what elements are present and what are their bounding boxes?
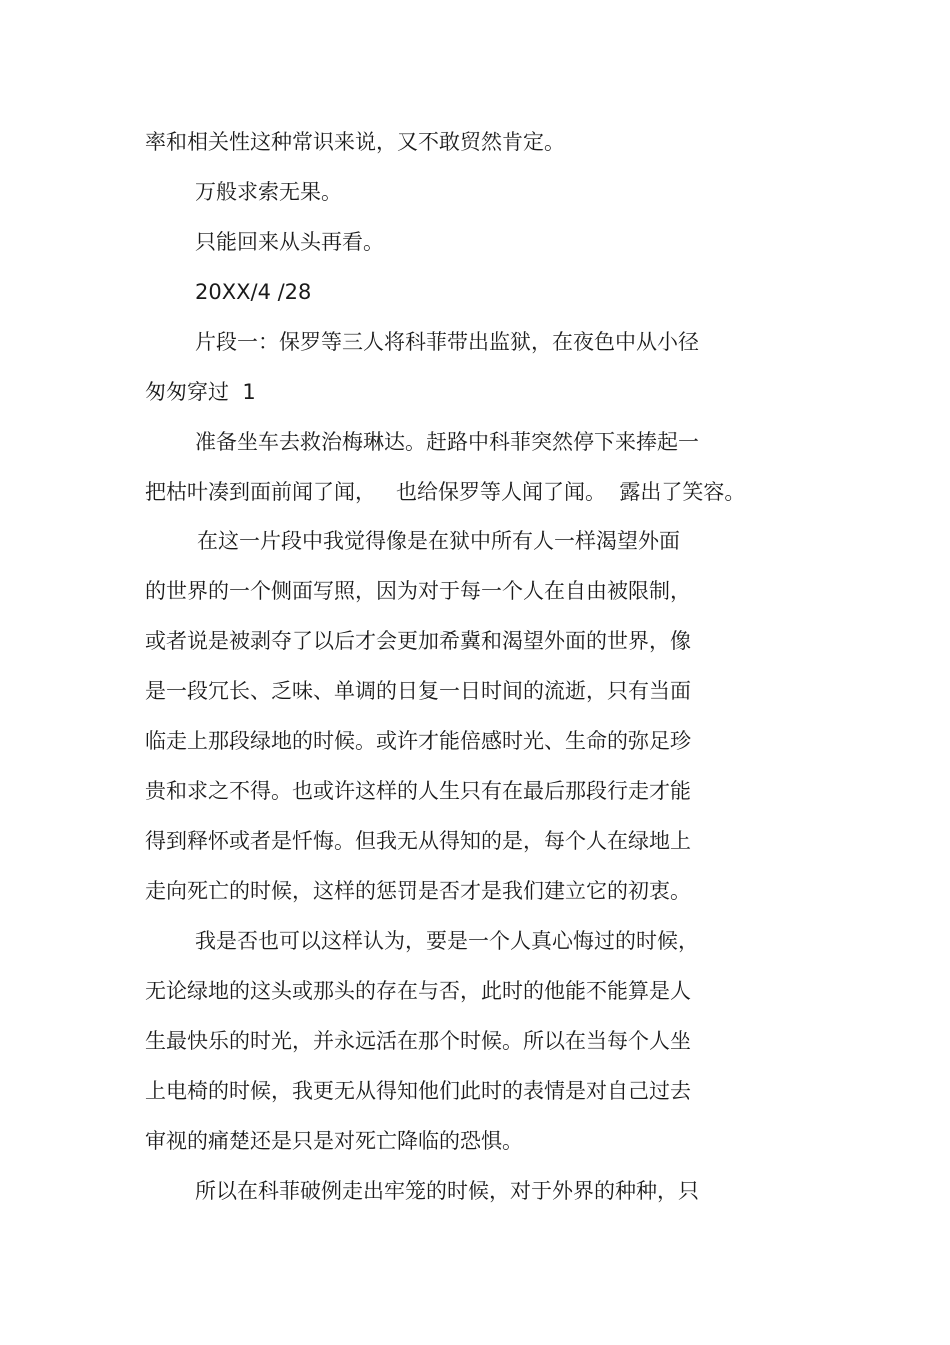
text-line-11: 或者说是被剥夺了以后才会更加希冀和渴望外面的世界，像: [145, 629, 691, 653]
text-line-9: 在这一片段中我觉得像是在狱中所有人一样渴望外面: [197, 529, 680, 553]
text-line-7: 准备坐车去救治梅琳达。赶路中科菲突然停下来捧起一: [195, 430, 699, 454]
text-line-15: 得到释怀或者是忏悔。但我无从得知的是，每个人在绿地上: [145, 829, 691, 853]
text-line-20: 上电椅的时候，我更无从得知他们此时的表情是对自己过去: [145, 1079, 691, 1103]
text-line-21: 审视的痛楚还是只是对死亡降临的恐惧。: [145, 1129, 523, 1153]
text-line-6: 匆匆穿过 1: [145, 380, 256, 404]
text-line-18: 无论绿地的这头或那头的存在与否，此时的他能不能算是人: [145, 979, 691, 1003]
text-line-date: 20XX/4 /28: [195, 280, 312, 304]
text-line-2: 万般求索无果。: [195, 180, 342, 204]
text-line-10: 的世界的一个侧面写照，因为对于每一个人在自由被限制，: [145, 579, 691, 603]
text-line-13: 临走上那段绿地的时候。或许才能倍感时光、生命的弥足珍: [145, 729, 691, 753]
text-line-22: 所以在科菲破例走出牢笼的时候，对于外界的种种，只: [195, 1179, 699, 1203]
text-line-5: 片段一：保罗等三人将科菲带出监狱，在夜色中从小径: [195, 330, 699, 354]
text-line-12: 是一段冗长、乏味、单调的日复一日时间的流逝，只有当面: [145, 679, 691, 703]
text-line-8: 把枯叶凑到面前闻了闻， 也给保罗等人闻了闻。 露出了笑容。: [145, 480, 746, 504]
text-line-19: 生最快乐的时光，并永远活在那个时候。所以在当每个人坐: [145, 1029, 691, 1053]
text-line-17: 我是否也可以这样认为，要是一个人真心悔过的时候，: [195, 929, 699, 953]
text-line-1: 率和相关性这种常识来说，又不敢贸然肯定。: [145, 130, 565, 154]
text-line-16: 走向死亡的时候，这样的惩罚是否才是我们建立它的初衷。: [145, 879, 691, 903]
text-line-3: 只能回来从头再看。: [195, 230, 384, 254]
text-line-14: 贵和求之不得。也或许这样的人生只有在最后那段行走才能: [145, 779, 691, 803]
